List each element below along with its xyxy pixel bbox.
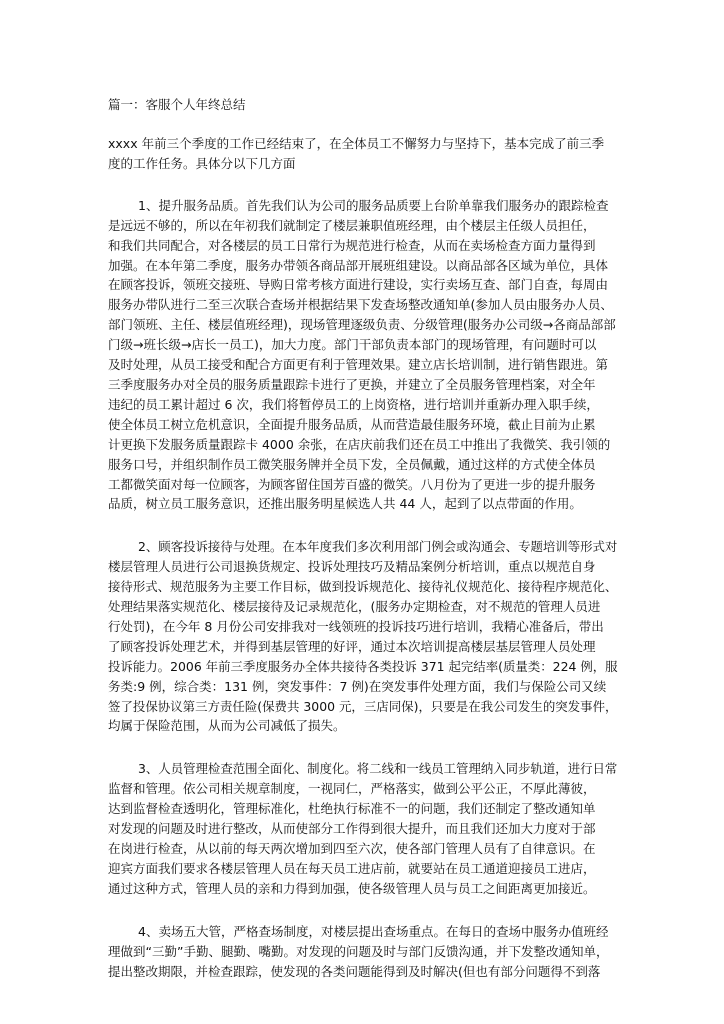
text-line: 签了投保协议第三方责任险(保费共 3000 元，三店同保)，只要是在我公司发生的突发事件， <box>108 698 618 714</box>
text-line: 提出整改期限，并检查跟踪，使发现的各类问题能得到及时解决(但也有部分问题得不到落 <box>108 963 601 979</box>
text-line: 处理结果落实规范化、楼层接待及记录规范化，(服务办定期检查，对不规范的管理人员进 <box>108 599 601 615</box>
text-line: 品质，树立员工服务意识，还推出服务明星候选人共 44 人，起到了以点带面的作用。 <box>108 496 582 512</box>
text-line: 计更换下发服务质量跟踪卡 4000 余张，在店庆前我们还在员工中推出了我微笑、我引领的 <box>108 436 611 452</box>
text-line: 理做到“三勤”手勤、腿勤、嘴勤。对发现的问题及时与部门反馈沟通，并下发整改通知单， <box>108 943 609 959</box>
text-line: 在岗进行检查，从以前的每天两次增加到四至六次，使各部门管理人员有了自律意识。在 <box>108 841 596 856</box>
section-staff-management <box>108 759 618 898</box>
text-line: 4、卖场五大管，严格查场制度，对楼层提出查场重点。在每日的查场中服务办值班经 <box>138 923 609 939</box>
text-line: 在顾客投诉，领班交接班、导购日常考核方面进行建设，实行卖场互查、部门自查，每周由 <box>108 277 609 293</box>
text-line: 2、顾客投诉接待与处理。在本年度我们多次利用部门例会或沟通会、专题培训等形式对 <box>138 539 618 555</box>
text-line: 服务口号，并组织制作员工微笑服务牌并全员下发，全员佩戴，通过这样的方式使全体员 <box>108 456 596 472</box>
text-line: 及时处理，从员工接受和配合方面更有利于管理效果。建立店长培训制，进行销售跟进。第 <box>108 357 609 373</box>
text-line: 行处罚)，在今年 8 月份公司安排我对一线领班的投诉技巧进行培训，我精心准备后，带出 <box>108 618 604 634</box>
text-line: 监督和管理。依公司相关规章制度，一视同仁，严格落实，做到公平公正，不厚此薄彼， <box>108 781 596 797</box>
text-line: xxxx 年前三个季度的工作已经结束了，在全体员工不懈努力与坚持下，基本完成了前三季 <box>108 136 605 151</box>
text-line: 投诉能力。2006 年前三季度服务办全体共接待各类投诉 371 起完结率(质量类：224 例，服 <box>108 658 618 674</box>
text-line: 门级→班长级→店长一员工)，加大力度。部门干部负责本部门的现场管理，有问题时可以 <box>108 337 597 353</box>
text-line: 对发现的问题及时进行整改，从而使部分工作得到很大提升，而且我们还加大力度对于部 <box>108 821 596 837</box>
section-complaint-handling <box>108 537 618 736</box>
text-line: 服务办带队进行二至三次联合查场并根据结果下发查场整改通知单(参加人员由服务办人员、 <box>108 297 613 313</box>
section-service-quality <box>108 196 618 515</box>
text-line: 加强。在本年第二季度，服务办带领各商品部开展班组建设。以商品部各区域为单位，具体 <box>108 257 609 273</box>
text-line: 违纪的员工累计超过 6 次，我们将暂停员工的上岗资格，进行培训并重新办理入职手续， <box>108 396 599 412</box>
text-line: 3、人员管理检查范围全面化、制度化。将二线和一线员工管理纳入同步轨道，进行日常 <box>138 761 618 777</box>
text-line: 务类:9 例，综合类：131 例，突发事件：7 例)在突发事件处理方面，我们与保险公司又续 <box>108 678 607 694</box>
text-line: 了顾客投诉处理艺术，并得到基层管理的好评，通过本次培训提高楼层基层管理人员处理 <box>108 638 596 654</box>
text-line: 均属于保险范围，从而为公司减低了损失。 <box>108 718 346 734</box>
document-title: 篇一：客服个人年终总结 <box>108 97 246 112</box>
text-line: 迎宾方面我们要求各楼层管理人员在每天员工进店前，就要站在员工通道迎接员工进店， <box>108 860 596 876</box>
text-line: 三季度服务办对全员的服务质量跟踪卡进行了更换，并建立了全员服务管理档案，对全年 <box>108 376 596 392</box>
document-page <box>108 96 618 981</box>
section-floor-inspection <box>108 922 618 982</box>
text-line: 1、提升服务品质。首先我们认为公司的服务品质要上台阶单靠我们服务办的跟踪检查 <box>138 197 609 213</box>
text-line: 是远远不够的，所以在年初我们就制定了楼层兼职值班经理，由个楼层主任级人员担任， <box>108 217 596 233</box>
text-line: 工都微笑面对每一位顾客，为顾客留住国芳百盛的微笑。八月份为了更进一步的提升服务 <box>108 476 596 492</box>
text-line: 部门领班、主任、楼层值班经理)，现场管理逐级负责、分级管理(服务办公司级→各商品部部 <box>108 317 616 333</box>
text-line: 和我们共同配合，对各楼层的员工日常行为规范进行检查，从而在卖场检查方面力量得到 <box>108 237 596 253</box>
intro-paragraph <box>108 134 618 174</box>
text-line: 度的工作任务。具体分以下几方面 <box>108 155 296 171</box>
text-line: 通过这种方式，管理人员的亲和力得到加强，使各级管理人员与员工之间距离更加接近。 <box>108 880 596 896</box>
text-line: 接待形式、规范服务为主要工作目标，做到投诉规范化、接待礼仪规范化、接待程序规范化、 <box>108 579 618 595</box>
text-line: 楼层管理人员进行公司退换货规定、投诉处理技巧及精品案例分析培训，重点以规范自身 <box>108 559 596 575</box>
text-line: 使全体员工树立危机意识，全面提升服务品质，从而营造最佳服务环境，截止目前为止累 <box>108 416 596 432</box>
text-line: 达到监督检查透明化，管理标准化，杜绝执行标准不一的问题，我们还制定了整改通知单 <box>108 801 596 817</box>
